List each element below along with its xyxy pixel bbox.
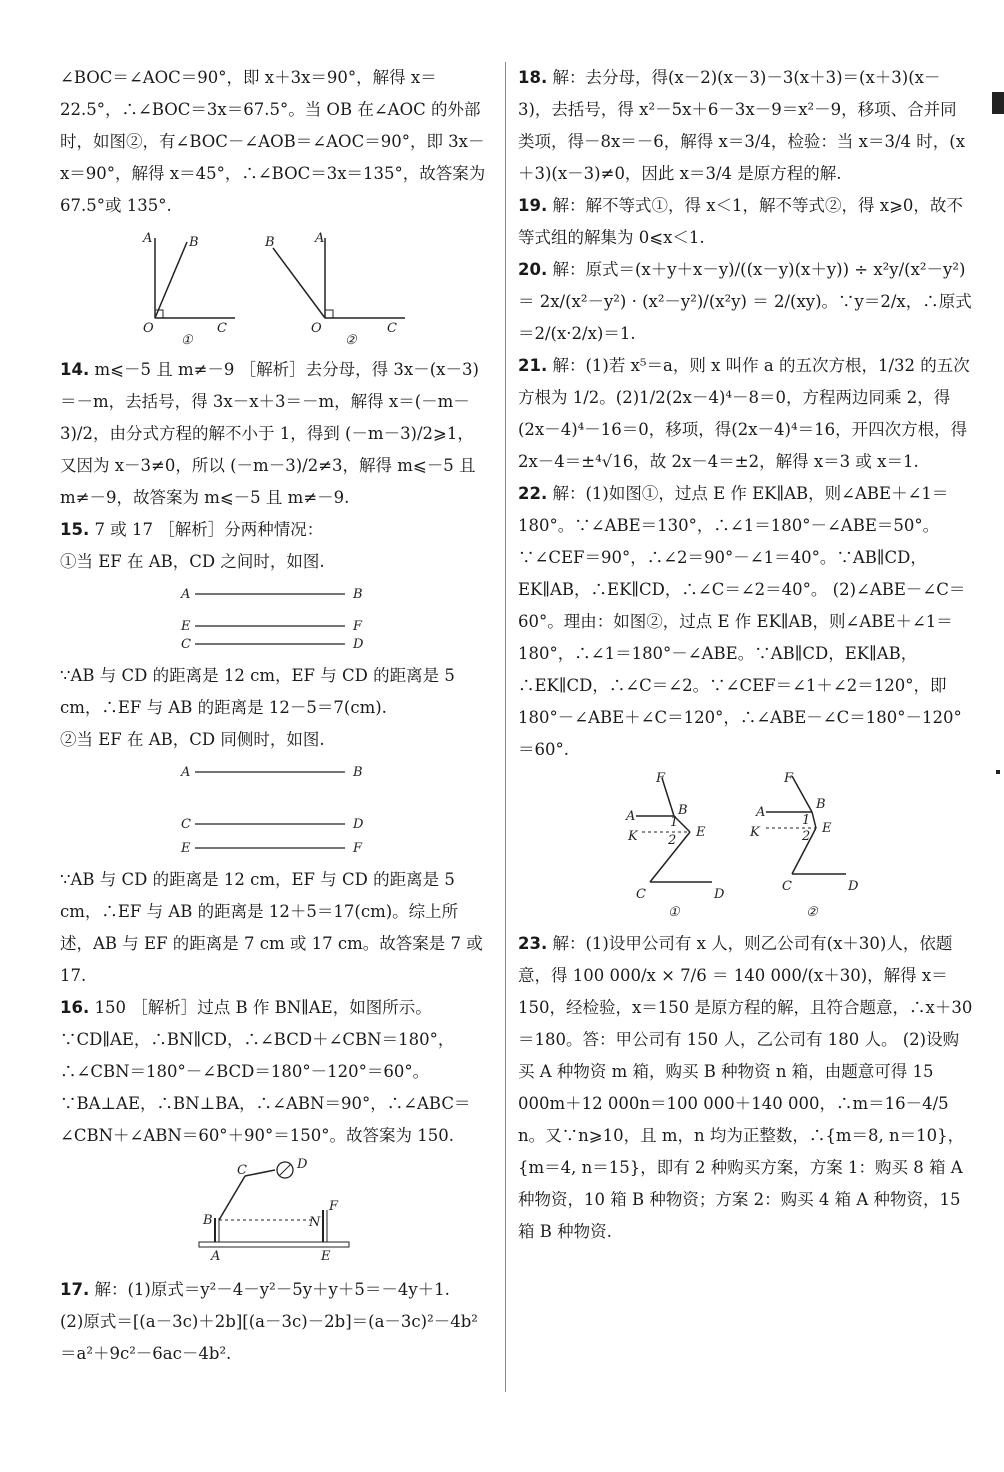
svg-text:C: C [181, 637, 191, 652]
svg-text:F: F [353, 841, 363, 856]
q20: 20. 解：原式＝(x＋y＋x－y)/((x－y)(x＋y)) ÷ x²y/(x²－y²) ＝ 2x/(x²－y²) · (x²－y²)/(x²y) ＝ 2/(xy)。∵y＝2/x，∴原式＝2/(x·2/x)＝1. [518, 260, 972, 343]
svg-text:K: K [627, 829, 638, 844]
svg-text:O: O [311, 321, 322, 336]
q23: 23. 解：(1)设甲公司有 x 人，则乙公司有(x＋30)人，依题意，得 100 000/x × 7/6 ＝ 140 000/(x＋30)，解得 x＝150，经检验，x＝150 是原方程的解，且符合题意，∴x＋30＝180。答：甲公司有 150 人，乙公司有 180 人。 (2)设购买 A 种物资 m 箱，购买 B 种物资 n 箱，由题意可得 15 000m＋12 000n＝100 000＋140 000，∴m＝16－4/5 n。又∵n⩾10，且 m，n 均为正整数，∴{m＝8, n＝10}，{m＝4, n＝15}，即有 2 种购买方案，方案 1：购买 8 箱 A 种物资，10 箱 B 种物资；方案 2：购买 4 箱 A 种物资，15 箱 B 种物资. [518, 934, 973, 1241]
figure-15a [175, 584, 375, 654]
svg-text:B: B [265, 235, 275, 250]
figure-13 [125, 228, 425, 348]
svg-text:C: C [635, 887, 646, 902]
svg-text:A: A [625, 809, 635, 824]
svg-text:D: D [353, 817, 364, 832]
svg-text:C: C [181, 817, 191, 832]
svg-text:B: B [353, 587, 363, 602]
svg-text:②: ② [805, 905, 818, 920]
svg-text:C: C [217, 321, 227, 336]
svg-text:F: F [329, 1199, 339, 1214]
q15-case1-answer: ∵AB 与 CD 的距离是 12 cm，EF 与 CD 的距离是 5 cm，∴EF 与 AB 的距离是 12－5＝7(cm). [60, 666, 455, 717]
svg-text:①: ① [667, 905, 680, 920]
svg-text:A: A [315, 231, 325, 246]
svg-text:O: O [143, 321, 154, 336]
svg-text:1: 1 [669, 815, 678, 830]
figure-16 [185, 1158, 365, 1268]
q19: 19. 解：解不等式①，得 x＜1，解不等式②，得 x⩾0，故不等式组的解集为 0⩽x＜1. [518, 196, 963, 247]
q16: 16. 150 ［解析］过点 B 作 BN∥AE，如图所示。∵CD∥AE，∴BN∥CD，∴∠BCD＋∠CBN＝180°，∴∠CBN＝180°－∠BCD＝180°－120°＝60°。∵BA⊥AE，∴BN⊥BA，∴∠ABN＝90°，∴∠ABC＝∠CBN＋∠ABN＝60°＋90°＝150°。故答案为 150. [60, 998, 471, 1145]
q15-intro: 15. 7 或 17 ［解析］分两种情况： [60, 520, 324, 539]
svg-text:A: A [143, 231, 153, 246]
svg-text:C: C [781, 879, 792, 894]
svg-text:C: C [237, 1163, 247, 1178]
figure-15b [175, 762, 375, 858]
q17-part2: (2)原式＝[(a－3c)＋2b][(a－3c)－2b]＝(a－3c)²－4b²＝a²＋9c²－6ac－4b². [60, 1312, 478, 1363]
q15-case1: ①当 EF 在 AB，CD 之间时，如图. [60, 552, 325, 571]
column-divider [505, 62, 506, 1392]
edge-mark [992, 92, 1004, 114]
svg-text:B: B [353, 765, 363, 780]
svg-text:D: D [353, 637, 364, 652]
svg-text:A: A [181, 765, 191, 780]
left-column [60, 62, 490, 1370]
svg-text:A: A [755, 805, 765, 820]
svg-text:C: C [387, 321, 397, 336]
q21: 21. 解：(1)若 x⁵＝a，则 x 叫作 a 的五次方根，1/32 的五次方根为 1/2。(2)1/2(2x－4)⁴－8＝0，方程两边同乘 2，得(2x－4)⁴－16＝0，移项，得(2x－4)⁴＝16，开四次方根，得 2x－4＝±⁴√16，故 2x－4＝±2，解得 x＝3 或 x＝1. [518, 356, 970, 471]
svg-text:N: N [309, 1215, 321, 1230]
svg-text:F: F [353, 619, 363, 634]
svg-text:E: E [821, 821, 831, 836]
svg-text:A: A [181, 587, 191, 602]
svg-text:②: ② [345, 333, 357, 348]
svg-text:E: E [181, 619, 191, 634]
svg-text:①: ① [181, 333, 193, 348]
svg-text:E: E [321, 1249, 331, 1264]
svg-text:F: F [655, 772, 665, 786]
svg-text:1: 1 [801, 813, 810, 828]
q22: 22. 解：(1)如图①，过点 E 作 EK∥AB，则∠ABE＋∠1＝180°。∵∠ABE＝130°，∴∠1＝180°－∠ABE＝50°。∵∠CEF＝90°，∴∠2＝90°－∠1＝40°。∵AB∥CD，EK∥AB，∴EK∥CD，∴∠C＝∠2＝40°。 (2)∠ABE－∠C＝60°。理由：如图②，过点 E 作 EK∥AB，则∠ABE＋∠1＝180°，∴∠1＝180°－∠ABE。∵AB∥CD，EK∥AB，∴EK∥CD，∴∠C＝∠2。∵∠CEF＝∠1＋∠2＝120°，即 180°－∠ABE＋∠C＝120°，∴∠ABE－∠C＝180°－120°＝60°. [518, 484, 966, 759]
svg-text:2: 2 [801, 829, 810, 844]
q15-case2-answer: ∵AB 与 CD 的距离是 12 cm，EF 与 CD 的距离是 5 cm，∴EF 与 AB 的距离是 12＋5＝17(cm)。综上所述，AB 与 EF 的距离是 7 cm 或 17 cm。故答案是 7 或 17. [60, 870, 483, 985]
svg-text:2: 2 [667, 833, 676, 848]
edge-dot [996, 770, 1000, 774]
q14: 14. m⩽－5 且 m≠－9 ［解析］去分母，得 3x－(x－3)＝－m，去括号，得 3x－x＋3＝－m，解得 x＝(－m－3)/2，由分式方程的解不小于 1，得到 (－m－3)/2⩾1，又因为 x－3≠0，所以 (－m－3)/2≠3，解得 m⩽－5 且 m≠－9，故答案为 m⩽－5 且 m≠－9. [60, 360, 479, 507]
svg-text:D: D [297, 1158, 308, 1172]
svg-text:B: B [189, 235, 199, 250]
svg-text:F: F [783, 772, 793, 786]
svg-text:B: B [203, 1213, 213, 1228]
right-column [518, 62, 973, 1248]
q15-case2: ②当 EF 在 AB，CD 同侧时，如图. [60, 730, 325, 749]
svg-text:E: E [695, 825, 705, 840]
svg-text:B: B [677, 803, 688, 818]
svg-text:A: A [211, 1249, 221, 1264]
svg-text:D: D [713, 887, 724, 902]
q17-part1: 17. 解：(1)原式＝y²－4－y²－5y＋y＋5＝－4y＋1. [60, 1280, 450, 1299]
q18: 18. 解：去分母，得(x－2)(x－3)－3(x＋3)＝(x＋3)(x－3)，去括号，得 x²－5x＋6－3x－9＝x²－9，移项、合并同类项，得－8x＝－6，解得 x＝3/4，检验：当 x＝3/4 时，(x＋3)(x－3)≠0，因此 x＝3/4 是原方程的解. [518, 68, 965, 183]
figure-22 [616, 772, 876, 922]
svg-text:K: K [749, 825, 760, 840]
svg-text:E: E [181, 841, 191, 856]
svg-text:D: D [847, 879, 858, 894]
svg-text:B: B [815, 797, 826, 812]
q13-continued: ∠BOC＝∠AOC＝90°，即 x＋3x＝90°，解得 x＝22.5°，∴∠BOC＝3x＝67.5°。当 OB 在∠AOC 的外部时，如图②，有∠BOC－∠AOB＝∠AOC＝90°，即 3x－x＝90°，解得 x＝45°，∴∠BOC＝3x＝135°，故答案为 67.5°或 135°. [60, 68, 486, 215]
